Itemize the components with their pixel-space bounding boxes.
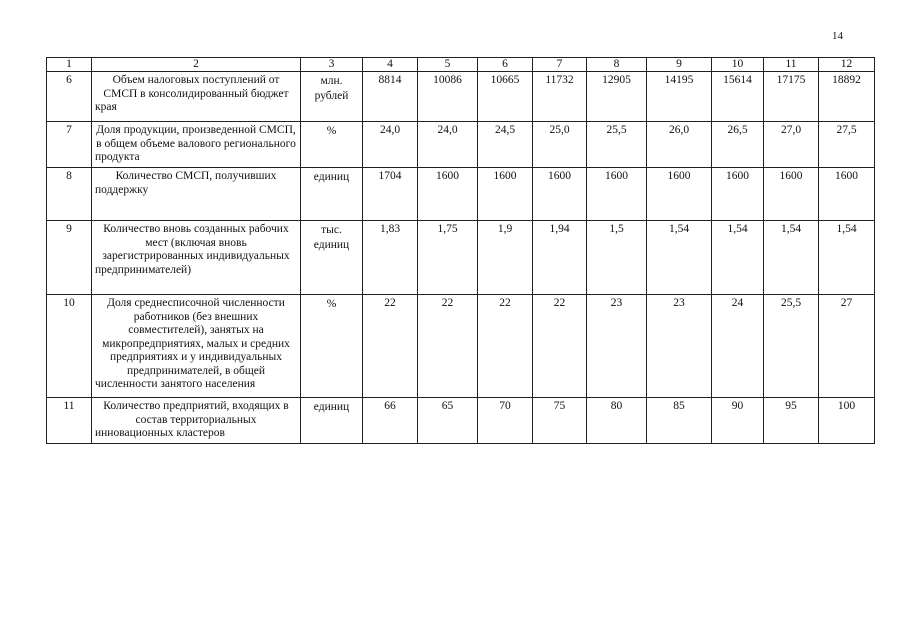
value-cell: 70 [478, 398, 533, 444]
value-cell: 1,94 [533, 221, 587, 295]
table-row [47, 72, 875, 122]
value-cell: 18892 [819, 72, 875, 122]
row-number: 7 [47, 122, 92, 168]
table-row [47, 295, 875, 398]
value-cell: 22 [418, 295, 478, 398]
column-header-10: 10 [712, 58, 764, 72]
indicators-table [46, 57, 875, 444]
value-cell: 1,54 [819, 221, 875, 295]
table-row [47, 122, 875, 168]
value-cell: 1,9 [478, 221, 533, 295]
value-cell: 10086 [418, 72, 478, 122]
value-cell: 66 [363, 398, 418, 444]
value-cell: 1,54 [764, 221, 819, 295]
value-cell: 17175 [764, 72, 819, 122]
value-cell: 1600 [478, 168, 533, 221]
table-body [47, 72, 875, 444]
value-cell: 1600 [712, 168, 764, 221]
indicator-name: Объем налоговых поступлений от СМСП в консолидированный бюджет края [92, 72, 301, 122]
indicator-name: Количество вновь созданных рабочих мест (включая вновь зарегистрированных индивидуальных предпринимателей) [92, 221, 301, 295]
value-cell: 90 [712, 398, 764, 444]
value-cell: 26,5 [712, 122, 764, 168]
indicator-name: Количество предприятий, входящих в состав территориальных инновационных кластеров [92, 398, 301, 444]
value-cell: 1,54 [647, 221, 712, 295]
unit-of-measure: млн. рублей [301, 72, 363, 122]
value-cell: 1,5 [587, 221, 647, 295]
row-number: 11 [47, 398, 92, 444]
value-cell: 1704 [363, 168, 418, 221]
value-cell: 1,75 [418, 221, 478, 295]
table-row [47, 221, 875, 295]
value-cell: 25,0 [533, 122, 587, 168]
value-cell: 1600 [418, 168, 478, 221]
unit-of-measure: % [301, 295, 363, 398]
value-cell: 1600 [647, 168, 712, 221]
value-cell: 8814 [363, 72, 418, 122]
value-cell: 22 [478, 295, 533, 398]
table-row [47, 398, 875, 444]
indicator-name: Доля среднесписочной численности работников (без внешних совместителей), занятых на микропредприятиях, малых и средних предприятиях и у индивидуальных предпринимателей, в общей численности занятого населения [92, 295, 301, 398]
indicator-name: Доля продукции, произведенной СМСП, в общем объеме валового регионального продукта [92, 122, 301, 168]
value-cell: 14195 [647, 72, 712, 122]
value-cell: 26,0 [647, 122, 712, 168]
value-cell: 25,5 [587, 122, 647, 168]
column-header-7: 7 [533, 58, 587, 72]
value-cell: 10665 [478, 72, 533, 122]
value-cell: 12905 [587, 72, 647, 122]
column-header-3: 3 [301, 58, 363, 72]
value-cell: 1600 [764, 168, 819, 221]
column-header-5: 5 [418, 58, 478, 72]
column-header-4: 4 [363, 58, 418, 72]
value-cell: 15614 [712, 72, 764, 122]
value-cell: 1,83 [363, 221, 418, 295]
row-number: 6 [47, 72, 92, 122]
value-cell: 24,0 [418, 122, 478, 168]
header-row [47, 58, 875, 72]
value-cell: 27,0 [764, 122, 819, 168]
unit-of-measure: единиц [301, 398, 363, 444]
value-cell: 27 [819, 295, 875, 398]
value-cell: 25,5 [764, 295, 819, 398]
unit-of-measure: % [301, 122, 363, 168]
value-cell: 65 [418, 398, 478, 444]
value-cell: 22 [363, 295, 418, 398]
value-cell: 22 [533, 295, 587, 398]
value-cell: 24 [712, 295, 764, 398]
value-cell: 1,54 [712, 221, 764, 295]
column-header-9: 9 [647, 58, 712, 72]
page-number: 14 [832, 30, 843, 42]
row-number: 10 [47, 295, 92, 398]
value-cell: 27,5 [819, 122, 875, 168]
column-header-11: 11 [764, 58, 819, 72]
value-cell: 100 [819, 398, 875, 444]
value-cell: 24,0 [363, 122, 418, 168]
column-header-6: 6 [478, 58, 533, 72]
value-cell: 95 [764, 398, 819, 444]
column-header-1: 1 [47, 58, 92, 72]
value-cell: 1600 [533, 168, 587, 221]
unit-of-measure: тыс. единиц [301, 221, 363, 295]
value-cell: 23 [587, 295, 647, 398]
value-cell: 1600 [587, 168, 647, 221]
value-cell: 85 [647, 398, 712, 444]
value-cell: 23 [647, 295, 712, 398]
column-header-8: 8 [587, 58, 647, 72]
column-header-12: 12 [819, 58, 875, 72]
indicator-name: Количество СМСП, получивших поддержку [92, 168, 301, 221]
column-header-2: 2 [92, 58, 301, 72]
row-number: 8 [47, 168, 92, 221]
unit-of-measure: единиц [301, 168, 363, 221]
row-number: 9 [47, 221, 92, 295]
value-cell: 24,5 [478, 122, 533, 168]
value-cell: 75 [533, 398, 587, 444]
table-row [47, 168, 875, 221]
value-cell: 1600 [819, 168, 875, 221]
value-cell: 11732 [533, 72, 587, 122]
value-cell: 80 [587, 398, 647, 444]
